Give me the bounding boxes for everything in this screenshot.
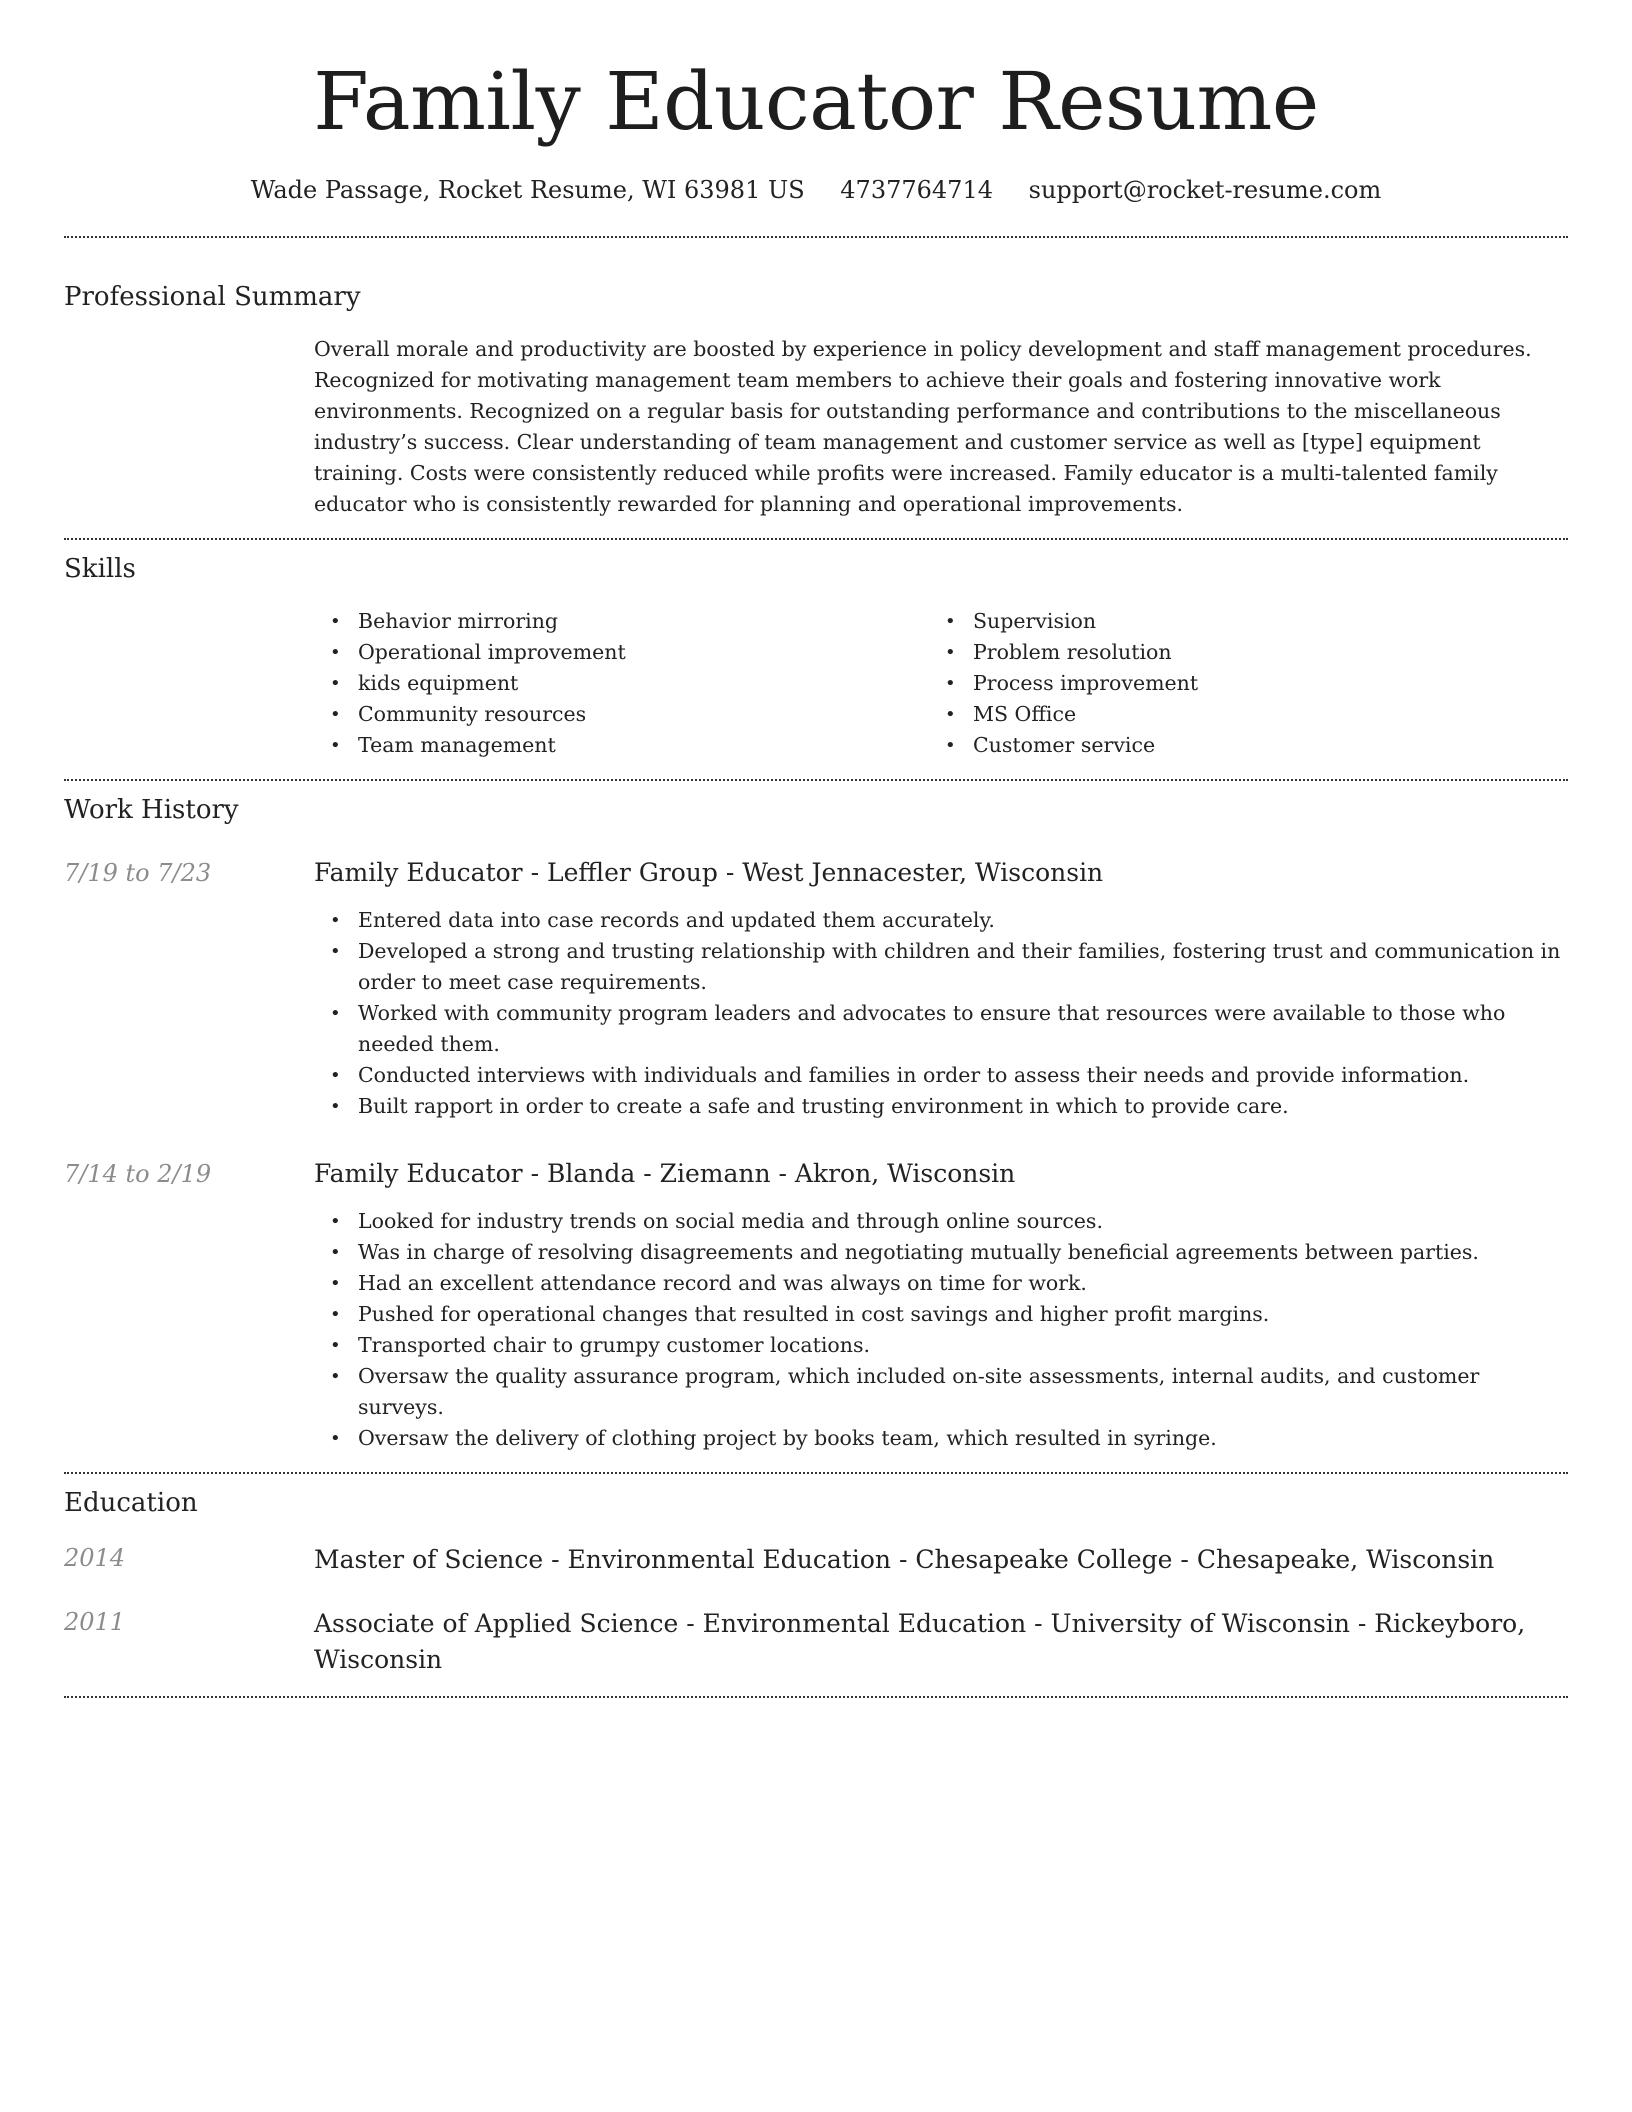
job-bullet: • Transported chair to grumpy customer locations. — [314, 1330, 1568, 1361]
divider — [64, 538, 1568, 540]
resume-page — [64, 0, 1568, 1698]
skills-column-right — [929, 606, 1544, 761]
job-bullets — [314, 1206, 1568, 1454]
education-school: - University of Wisconsin - Rickeyboro, Wisconsin — [314, 1609, 1526, 1674]
job-title: Family Educator - Leffler Group - West Jennacester, Wisconsin — [314, 858, 1104, 887]
summary-text: Overall morale and productivity are boosted by experience in policy development and staff management procedures. Recognized for motivating management team members to achieve their goals and fostering innovative work environments. Recognized on a regular basis for outstanding performance and contributions to the miscellaneous industry’s success. Clear understanding of team management and customer service as well as [type] equipment training. Costs were consistently reduced while profits were increased. Family educator is a multi-talented family educator who is consistently rewarded for planning and operational improvements. — [314, 337, 1532, 516]
job-title: Family Educator - Blanda - Ziemann - Akron, Wisconsin — [314, 1159, 1016, 1188]
divider — [64, 1696, 1568, 1698]
job-bullet: • Was in charge of resolving disagreements and negotiating mutually beneficial agreements between parties. — [314, 1237, 1568, 1268]
skill-item: • MS Office — [929, 699, 1544, 730]
divider — [64, 236, 1568, 238]
job-details — [314, 1158, 1568, 1454]
summary-heading: Professional Summary — [64, 282, 361, 312]
skills-column-left — [314, 606, 929, 761]
job-bullet: • Had an excellent attendance record and was always on time for work. — [314, 1268, 1568, 1299]
job-bullet: • Entered data into case records and updated them accurately. — [314, 905, 1568, 936]
education-heading: Education — [64, 1488, 198, 1518]
job-bullet: • Built rapport in order to create a safe and trusting environment in which to provide care. — [314, 1091, 1568, 1122]
skill-item: • Community resources — [314, 699, 929, 730]
education-details — [314, 1606, 1568, 1678]
skills-list — [314, 606, 1568, 761]
education-degree: Associate of Applied Science - Environmental Education — [314, 1609, 1027, 1638]
job-bullets — [314, 905, 1568, 1122]
skill-item: • kids equipment — [314, 668, 929, 699]
job-bullet: • Oversaw the quality assurance program, which included on-site assessments, internal audits, and customer surveys. — [314, 1361, 1568, 1423]
resume-title: Family Educator Resume — [313, 55, 1319, 148]
work-history-heading: Work History — [64, 795, 239, 825]
job-bullet: • Worked with community program leaders and advocates to ensure that resources were available to those who needed them. — [314, 998, 1568, 1060]
skill-item: • Process improvement — [929, 668, 1544, 699]
job-bullet: • Looked for industry trends on social media and through online sources. — [314, 1206, 1568, 1237]
job-dates: 7/19 to 7/23 — [64, 859, 212, 887]
skill-item: • Problem resolution — [929, 637, 1544, 668]
job-bullet: • Developed a strong and trusting relationship with children and their families, fostering trust and communication in order to meet case requirements. — [314, 936, 1568, 998]
skill-item: • Supervision — [929, 606, 1544, 637]
contact-email: support@rocket-resume.com — [1028, 176, 1382, 204]
education-entry — [64, 1542, 1568, 1578]
education-year: 2011 — [64, 1608, 126, 1636]
divider — [64, 779, 1568, 781]
education-school: - Chesapeake College - Chesapeake, Wisconsin — [891, 1545, 1495, 1574]
job-bullet: • Pushed for operational changes that resulted in cost savings and higher profit margins. — [314, 1299, 1568, 1330]
skill-item: • Customer service — [929, 730, 1544, 761]
job-dates: 7/14 to 2/19 — [64, 1160, 212, 1188]
contact-phone: 4737764714 — [840, 176, 993, 204]
contact-address: Wade Passage, Rocket Resume, WI 63981 US — [250, 176, 805, 204]
skill-item: • Behavior mirroring — [314, 606, 929, 637]
divider — [64, 1472, 1568, 1474]
job-entry — [64, 857, 1568, 1122]
contact-line — [64, 172, 1568, 208]
job-bullet: • Oversaw the delivery of clothing project by books team, which resulted in syringe. — [314, 1423, 1568, 1454]
education-year: 2014 — [64, 1544, 126, 1572]
job-entry — [64, 1158, 1568, 1454]
job-details — [314, 857, 1568, 1122]
job-bullet: • Conducted interviews with individuals and families in order to assess their needs and provide information. — [314, 1060, 1568, 1091]
skills-heading: Skills — [64, 554, 136, 584]
skill-item: • Operational improvement — [314, 637, 929, 668]
education-entry — [64, 1606, 1568, 1678]
education-details — [314, 1542, 1568, 1578]
skill-item: • Team management — [314, 730, 929, 761]
education-degree: Master of Science - Environmental Education — [314, 1545, 892, 1574]
